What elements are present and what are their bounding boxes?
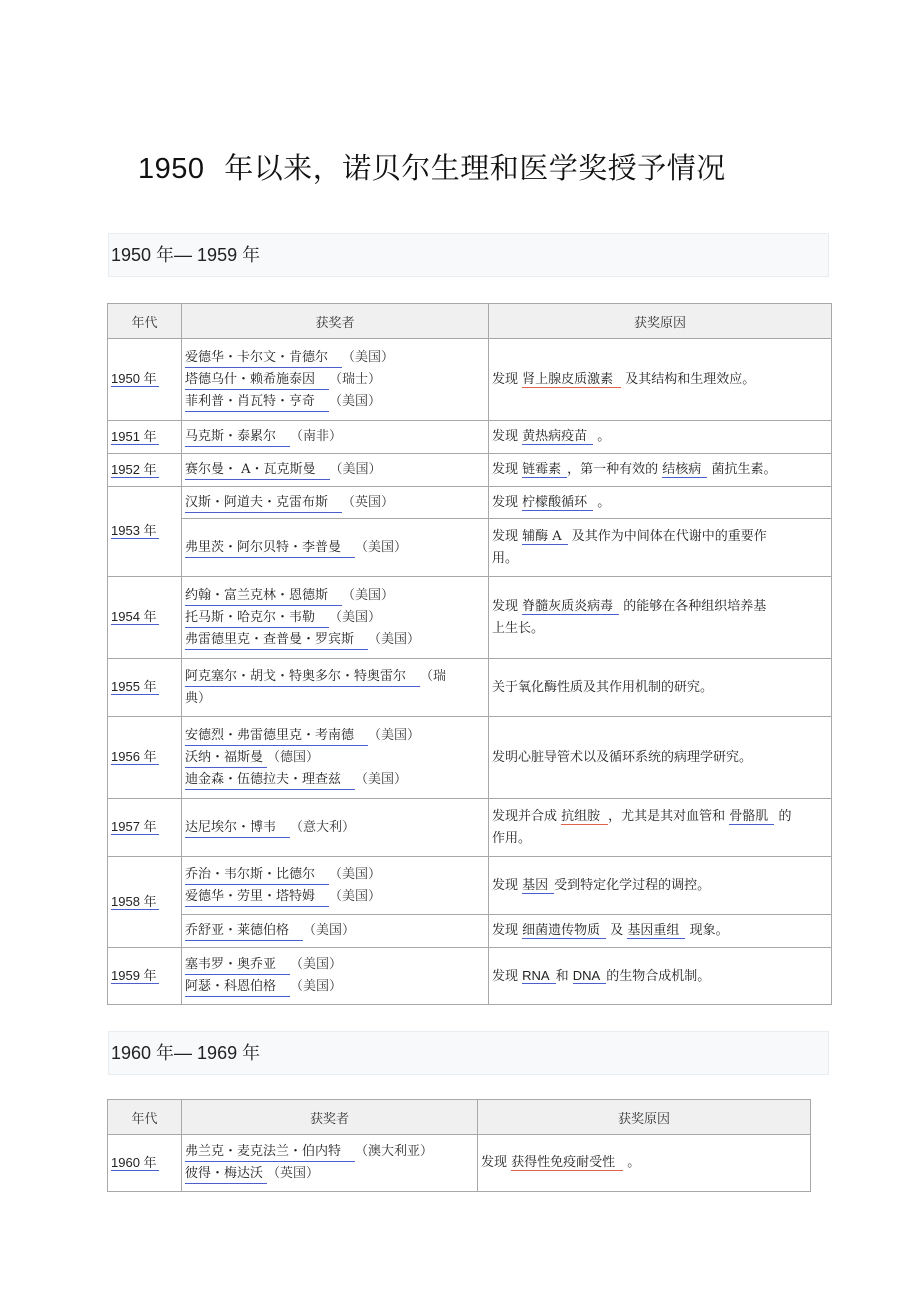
country-label: （美国） — [355, 539, 408, 555]
section-heading-1950s: 1950 年— 1959 年 — [108, 233, 829, 277]
laureates-cell — [182, 717, 489, 799]
reason-cell — [489, 519, 832, 577]
header-reason: 获奖原因 — [478, 1100, 811, 1135]
country-label: （德国） — [267, 749, 320, 765]
reason-text: 。 — [593, 494, 611, 510]
reason-text: 关于氧化酶性质及其作用机制的研究。 — [492, 679, 714, 695]
reason-text: 的能够在各种组织培养基 — [619, 598, 767, 614]
reason-text: 受到特定化学过程的调控。 — [554, 877, 711, 893]
table-row — [108, 1135, 811, 1192]
keyword-link[interactable]: 细菌遗传物质 — [522, 923, 606, 939]
year-cell — [108, 799, 182, 857]
laureate-link[interactable]: 马克斯・泰累尔 — [185, 427, 290, 447]
reason-cell — [489, 577, 832, 659]
keyword-link[interactable]: 柠檬酸循环 — [522, 495, 593, 511]
laureate-link[interactable]: 阿瑟・科恩伯格 — [185, 977, 290, 997]
country-label: （美国） — [368, 727, 421, 743]
reason-cell — [478, 1135, 811, 1192]
table-header-row — [108, 304, 832, 339]
laureate-link[interactable]: 爱德华・卡尔文・肯德尔 — [185, 348, 342, 368]
laureate-link[interactable]: 弗兰克・麦克法兰・伯内特 — [185, 1142, 355, 1162]
reason-text: 及其作为中间体在代谢中的重要作 — [567, 528, 767, 544]
table-1960s — [107, 1099, 811, 1192]
table-row — [108, 421, 832, 454]
country-label: （美国） — [329, 462, 382, 477]
laureate-link[interactable]: 乔舒亚・莱德伯格 — [185, 921, 303, 941]
table-row — [108, 915, 832, 948]
table-row — [108, 799, 832, 857]
reason-text: 现象。 — [685, 923, 729, 938]
laureate-link[interactable]: 爱德华・劳里・塔特姆 — [185, 887, 329, 907]
country-label: （美国） — [368, 631, 421, 647]
reason-cell — [489, 421, 832, 454]
reason-text: 。 — [593, 429, 611, 444]
reason-cell — [489, 948, 832, 1005]
country-label: （美国） — [290, 979, 343, 994]
header-year: 年代 — [108, 1100, 182, 1135]
header-laureates: 获奖者 — [182, 304, 489, 339]
laureates-cell — [182, 421, 489, 454]
table-row — [108, 339, 832, 421]
table-row — [108, 717, 832, 799]
reason-text: 发现 — [492, 598, 523, 614]
reason-text: 上生长。 — [492, 620, 545, 636]
keyword-link[interactable]: DNA — [573, 968, 606, 984]
table-row — [108, 519, 832, 577]
country-label: （美国） — [329, 609, 382, 625]
reason-text: 作用。 — [492, 830, 532, 846]
year-link[interactable]: 1953 年 — [111, 523, 157, 538]
reason-cell — [489, 717, 832, 799]
header-laureates: 获奖者 — [182, 1100, 478, 1135]
year-link[interactable]: 1951 年 — [111, 428, 157, 444]
reason-text: 发现 — [492, 877, 523, 893]
keyword-link[interactable]: RNA — [522, 968, 555, 984]
country-label: （英国） — [342, 494, 395, 510]
reason-text: 发明心脏导管术以及循环系统的病理学研究。 — [492, 749, 753, 765]
keyword-link[interactable]: 抗组胺 — [561, 809, 608, 825]
reason-text: 。 — [623, 1155, 641, 1170]
year-link[interactable]: 1952 年 — [111, 461, 157, 477]
year-cell — [108, 421, 182, 454]
year-cell — [108, 717, 182, 799]
reason-text: 发现 — [492, 528, 523, 544]
laureates-cell — [182, 915, 489, 948]
laureates-cell — [182, 799, 489, 857]
table-row — [108, 857, 832, 915]
table-row — [108, 948, 832, 1005]
page-title — [138, 146, 838, 187]
year-cell — [108, 487, 182, 577]
country-label: （美国） — [303, 923, 356, 938]
laureate-link[interactable]: 迪金森・伍德拉夫・理查兹 — [185, 770, 355, 790]
country-label: （英国） — [267, 1166, 320, 1181]
year-cell — [108, 659, 182, 717]
reason-text: 及 — [606, 923, 628, 938]
laureate-link[interactable]: 弗里茨・阿尔贝特・李普曼 — [185, 538, 355, 558]
country-label: （意大利） — [290, 819, 356, 835]
reason-text: 发现 — [492, 968, 523, 984]
section-heading-1960s: 1960 年— 1969 年 — [108, 1031, 829, 1075]
laureate-link[interactable]: 乔治・韦尔斯・比德尔 — [185, 865, 329, 885]
title-text: 年以来，诺贝尔生理和医学奖授予情况 — [224, 151, 726, 185]
country-label: （瑞士） — [329, 371, 382, 387]
table-header-row — [108, 1100, 811, 1135]
year-cell — [108, 339, 182, 421]
laureates-cell — [182, 659, 489, 717]
laureate-link[interactable]: 沃纳・福斯曼 — [185, 748, 267, 768]
year-cell — [108, 857, 182, 948]
laureates-cell — [182, 339, 489, 421]
country-label: （美国） — [355, 771, 408, 787]
reason-cell — [489, 454, 832, 487]
year-cell — [108, 577, 182, 659]
year-cell — [108, 454, 182, 487]
year-link[interactable]: 1954 年 — [111, 609, 157, 624]
laureate-link[interactable]: 达尼埃尔・博韦 — [185, 818, 290, 838]
year-link[interactable]: 1960 年 — [111, 1154, 157, 1170]
keyword-link[interactable]: 脊髓灰质炎病毒 — [522, 599, 619, 615]
reason-text: 和 — [555, 968, 573, 984]
reason-cell — [489, 915, 832, 948]
year-cell — [108, 1135, 182, 1192]
country-label: （美国） — [290, 957, 343, 972]
year-cell — [108, 948, 182, 1005]
reason-text: 发现 — [492, 923, 523, 938]
reason-text: 用。 — [492, 550, 519, 566]
country-label: （瑞 — [420, 668, 447, 684]
header-year: 年代 — [108, 304, 182, 339]
year-link[interactable]: 1958 年 — [111, 893, 157, 909]
keyword-link[interactable]: 获得性免疫耐受性 — [511, 1155, 623, 1171]
keyword-link[interactable]: 结核病 — [662, 462, 707, 478]
country-label: （美国） — [342, 349, 395, 365]
table-row — [108, 487, 832, 519]
country-label: （美国） — [329, 888, 382, 904]
laureate-link[interactable]: 塔德乌什・赖希施泰因 — [185, 370, 329, 390]
laureate-link[interactable]: 阿克塞尔・胡戈・特奥多尔・特奥雷尔 — [185, 667, 420, 687]
country-label: （南非） — [290, 429, 343, 444]
reason-text: ，尤其是其对血管和 — [608, 808, 730, 824]
keyword-link[interactable]: 链霉素 — [522, 462, 567, 478]
keyword-link[interactable]: 肾上腺皮质激素 — [522, 372, 621, 388]
laureates-cell — [182, 857, 489, 915]
table-row — [108, 659, 832, 717]
reason-cell — [489, 339, 832, 421]
laureate-link[interactable]: 汉斯・阿道夫・克雷布斯 — [185, 493, 342, 513]
reason-cell — [489, 659, 832, 717]
reason-text: 及其结构和生理效应。 — [621, 371, 756, 387]
reason-text: 发现 — [492, 429, 523, 444]
reason-text: 发现 — [481, 1155, 512, 1170]
table-row — [108, 454, 832, 487]
reason-text: 发现并合成 — [492, 808, 562, 824]
keyword-link[interactable]: 基因 — [522, 878, 554, 894]
country-label: （美国） — [342, 587, 395, 603]
laureate-link[interactable]: 彼得・梅达沃 — [185, 1164, 267, 1184]
reason-cell — [489, 487, 832, 519]
laureate-link[interactable]: 菲利普・肖瓦特・亨奇 — [185, 392, 329, 412]
laureates-cell — [182, 454, 489, 487]
laureates-cell — [182, 948, 489, 1005]
year-link[interactable]: 1959 年 — [111, 967, 157, 983]
reason-text: 菌抗生素。 — [707, 462, 777, 477]
laureate-link[interactable]: 托马斯・哈克尔・韦勒 — [185, 608, 329, 628]
reason-text: 发现 — [492, 462, 523, 477]
country-label: （美国） — [329, 393, 382, 409]
year-link[interactable]: 1957 年 — [111, 819, 157, 834]
keyword-link[interactable]: 黄热病疫苗 — [522, 429, 593, 445]
laureates-cell — [182, 1135, 478, 1192]
reason-text: 发现 — [492, 494, 523, 510]
reason-cell — [489, 857, 832, 915]
title-year: 1950 — [138, 153, 205, 185]
reason-text: 的生物合成机制。 — [606, 968, 711, 984]
laureate-link[interactable]: 约翰・富兰克林・恩德斯 — [185, 586, 342, 606]
reason-text: ，第一种有效的 — [567, 462, 663, 477]
keyword-link[interactable]: 辅酶 A — [522, 529, 568, 545]
keyword-link[interactable]: 基因重组 — [627, 923, 685, 939]
laureate-link[interactable]: 弗雷德里克・查普曼・罗宾斯 — [185, 630, 368, 650]
header-reason: 获奖原因 — [489, 304, 832, 339]
year-link[interactable]: 1955 年 — [111, 679, 157, 694]
table-row — [108, 577, 832, 659]
laureates-cell — [182, 487, 489, 519]
laureate-link[interactable]: 塞韦罗・奥乔亚 — [185, 955, 290, 975]
reason-cell — [489, 799, 832, 857]
keyword-link[interactable]: 骨骼肌 — [729, 809, 774, 825]
country-label: （美国） — [329, 866, 382, 882]
table-1950s — [107, 303, 832, 1005]
laureates-cell — [182, 519, 489, 577]
laureate-link[interactable]: 赛尔曼・ A・瓦克斯曼 — [185, 460, 330, 480]
laureate-link[interactable]: 安德烈・弗雷德里克・考南德 — [185, 726, 368, 746]
laureates-cell — [182, 577, 489, 659]
country-label: （澳大利亚） — [355, 1144, 434, 1159]
reason-text: 发现 — [492, 371, 523, 387]
year-link[interactable]: 1956 年 — [111, 749, 157, 764]
year-link[interactable]: 1950 年 — [111, 371, 157, 386]
reason-text: 的 — [774, 808, 792, 824]
country-label: 典） — [185, 690, 212, 706]
